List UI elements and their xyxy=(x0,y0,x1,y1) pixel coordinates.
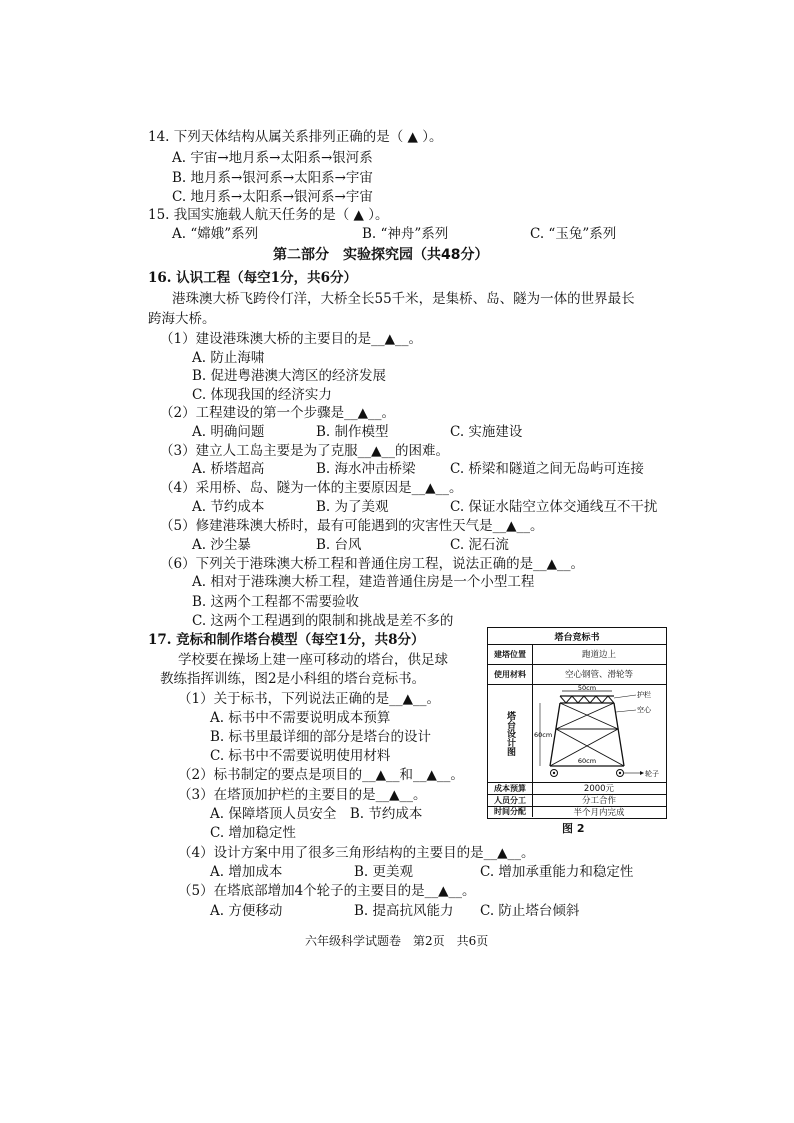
wheel-left-hub xyxy=(553,772,555,774)
page-footer: 六年级科学试题卷 第2页 共6页 xyxy=(305,934,489,948)
guardrail-zigzag xyxy=(560,696,614,703)
guardrail-label: 护栏 xyxy=(637,691,651,699)
q16-s3-option-a: A. 桥塔超高 xyxy=(192,461,265,477)
q16-s4-option-a: A. 节约成本 xyxy=(192,499,265,515)
tender-location-label: 建塔位置 xyxy=(488,644,533,664)
q14-option-c: C. 地月系→太阳系→银河系→宇宙 xyxy=(172,189,373,205)
q17-s1-option-b: B. 标书里最详细的部分是塔台的设计 xyxy=(210,729,432,745)
q14-stem: 14. 下列天体结构从属关系排列正确的是（ ▲ ）。 xyxy=(148,129,443,145)
q17-title: 17. 竞标和制作塔台模型（每空1分，共8分） xyxy=(148,632,425,648)
q17-s5-option-b: B. 提高抗风能力 xyxy=(354,903,454,919)
tender-material-label: 使用材料 xyxy=(488,664,533,684)
tender-design-label: 塔台设计图 xyxy=(488,684,533,782)
figure-caption: 图 2 xyxy=(562,822,585,835)
q14-option-b: B. 地月系→银河系→太阳系→宇宙 xyxy=(172,170,373,186)
q17-s1-option-a: A. 标书中不需要说明成本预算 xyxy=(210,710,391,726)
guardrail-pointer xyxy=(614,695,636,698)
right-leg xyxy=(614,703,624,766)
tender-title: 塔台竞标书 xyxy=(488,628,666,645)
q15-option-a: A. “嫦娥”系列 xyxy=(172,226,259,242)
q15-stem: 15. 我国实施载人航天任务的是（ ▲ ）。 xyxy=(148,207,389,223)
q17-s3-option-ab: A. 保障塔顶人员安全 B. 节约成本 xyxy=(210,806,423,822)
tower-design-drawing xyxy=(532,684,666,782)
tender-time-value: 半个月内完成 xyxy=(573,807,625,818)
dim-bottom-label: 60cm xyxy=(577,757,597,765)
wheel-right-hub xyxy=(619,772,621,774)
q16-s2-stem: （2）工程建设的第一个步骤是__▲__。 xyxy=(160,405,395,421)
q17-s5-stem: （5）在塔底部增加4个轮子的主要目的是__▲__。 xyxy=(178,883,476,899)
tower-truss-svg xyxy=(532,684,666,782)
q16-s6-option-a: A. 相对于港珠澳大桥工程，建造普通住房是一个小型工程 xyxy=(192,574,535,590)
q15-option-b: B. “神舟”系列 xyxy=(362,226,449,242)
tender-material-value: 空心钢管、滑轮等 xyxy=(564,670,633,680)
tender-row-time xyxy=(488,806,666,817)
q17-s1-stem: （1）关于标书，下列说法正确的是__▲__。 xyxy=(178,691,440,707)
q16-s1-option-b: B. 促进粤港澳大湾区的经济发展 xyxy=(192,368,387,384)
diagonal-1 xyxy=(560,703,618,729)
q14-option-a: A. 宇宙→地月系→太阳系→银河系 xyxy=(172,150,373,166)
q17-s5-option-a: A. 方便移动 xyxy=(210,903,283,919)
q17-s4-option-b: B. 更美观 xyxy=(354,864,414,880)
q16-s3-stem: （3）建立人工岛主要是为了克服__▲__的困难。 xyxy=(160,443,449,459)
q17-s4-option-c: C. 增加承重能力和稳定性 xyxy=(480,864,634,880)
q16-s5-option-c: C. 泥石流 xyxy=(450,537,509,553)
q16-s6-option-c: C. 这两个工程遇到的限制和挑战是差不多的 xyxy=(192,613,454,629)
q16-s3-option-b: B. 海水冲击桥梁 xyxy=(316,461,416,477)
tender-cost-label: 成本预算 xyxy=(488,782,533,794)
q17-s2-stem: （2）标书制定的要点是项目的__▲__和__▲__。 xyxy=(178,767,464,783)
tender-staff-value: 分工合作 xyxy=(581,796,616,806)
q17-s4-stem: （4）设计方案中用了很多三角形结构的主要目的是__▲__。 xyxy=(178,845,535,861)
q17-s4-option-a: A. 增加成本 xyxy=(210,864,283,880)
q16-s1-stem: （1）建设港珠澳大桥的主要目的是__▲__。 xyxy=(160,331,422,347)
wheel-arrow-icon xyxy=(640,771,644,775)
q16-s5-option-b: B. 台风 xyxy=(316,537,362,553)
q16-intro-line2: 跨海大桥。 xyxy=(148,311,216,327)
q16-s6-option-b: B. 这两个工程都不需要验收 xyxy=(192,594,360,610)
dim-top-label: 50cm xyxy=(577,684,597,692)
wheel-label: 轮子 xyxy=(645,770,659,778)
q16-s1-option-a: A. 防止海啸 xyxy=(192,350,265,366)
hollow-label: 空心 xyxy=(637,706,651,714)
q16-s6-stem: （6）下列关于港珠澳大桥工程和普通住房工程，说法正确的是__▲__。 xyxy=(160,556,584,572)
q16-s2-option-c: C. 实施建设 xyxy=(450,424,523,440)
diagonal-2 xyxy=(556,703,614,729)
part2-title: 第二部分 实验探究园（共48分） xyxy=(273,247,489,263)
q16-s2-option-a: A. 明确问题 xyxy=(192,424,265,440)
tender-location-value: 跑道边上 xyxy=(581,650,616,660)
tender-staff-label: 人员分工 xyxy=(488,794,533,806)
q16-s4-stem: （4）采用桥、岛、隧为一体的主要原因是__▲__。 xyxy=(160,480,463,496)
tender-time-label: 时间分配 xyxy=(488,806,533,817)
q16-s5-stem: （5）修建港珠澳大桥时，最有可能遇到的灾害性天气是__▲__。 xyxy=(160,518,544,534)
q16-s3-option-c: C. 桥梁和隧道之间无岛屿可连接 xyxy=(450,461,644,477)
q16-s5-option-a: A. 沙尘暴 xyxy=(192,537,251,553)
tender-cost-value: 2000元 xyxy=(583,784,615,794)
q16-s4-option-c: C. 保证水陆空立体交通线互不干扰 xyxy=(450,499,658,515)
q17-s3-stem: （3）在塔顶加护栏的主要目的是__▲__。 xyxy=(178,787,427,803)
q17-intro-line2: 教练指挥训练，图2是小科组的塔台竞标书。 xyxy=(160,671,426,687)
q16-s4-option-b: B. 为了美观 xyxy=(316,499,389,515)
tender-row-location xyxy=(488,644,666,665)
q17-s1-option-c: C. 标书中不需要说明使用材料 xyxy=(210,748,391,764)
q16-s1-option-c: C. 体现我国的经济实力 xyxy=(192,387,332,403)
hollow-pointer xyxy=(616,710,636,712)
tower-tender-table xyxy=(487,627,667,819)
q16-intro-line1: 港珠澳大桥飞跨伶仃洋，大桥全长55千米，是集桥、岛、隧为一体的世界最长 xyxy=(172,291,635,307)
dim-height-label: 60cm xyxy=(534,731,553,739)
q16-title: 16. 认识工程（每空1分，共6分） xyxy=(148,270,357,286)
q17-s3-option-c: C. 增加稳定性 xyxy=(210,825,296,841)
tender-row-material xyxy=(488,664,666,685)
q17-s5-option-c: C. 防止塔台倾斜 xyxy=(480,903,580,919)
q15-option-c: C. “玉兔”系列 xyxy=(530,226,617,242)
q17-intro-line1: 学校要在操场上建一座可移动的塔台，供足球 xyxy=(178,652,448,668)
tender-row-design xyxy=(488,684,666,783)
q16-s2-option-b: B. 制作模型 xyxy=(316,424,389,440)
